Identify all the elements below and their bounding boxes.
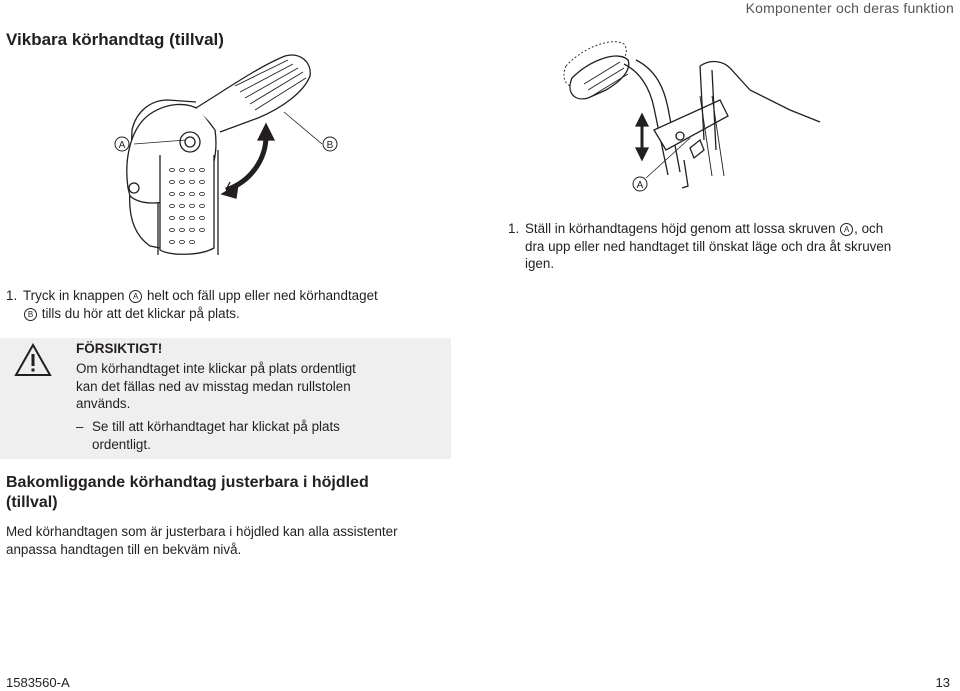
height-adjustable-handle-illustration — [564, 42, 820, 188]
step-number: 1. — [508, 221, 520, 236]
running-header: Komponenter och deras funktion — [745, 0, 954, 16]
subsection-paragraph — [6, 523, 456, 558]
step-text: Tryck in knappen — [23, 288, 125, 303]
caution-bullet — [76, 418, 416, 453]
foldable-handle-illustration — [127, 55, 322, 255]
subsection-title — [6, 473, 426, 513]
step-text: helt och fäll upp eller ned körhandtaget — [146, 288, 378, 303]
label-b-left — [323, 137, 337, 151]
section-title: Vikbara körhandtag (tillval) — [6, 30, 224, 49]
step-text: igen. — [525, 256, 555, 271]
label-a-left — [115, 137, 129, 151]
step-line-2 — [6, 305, 446, 323]
bullet-dash: – — [76, 419, 84, 434]
marker-a: A — [840, 223, 853, 236]
page-number: 13 — [935, 675, 950, 690]
caution-title: FÖRSIKTIGT! — [76, 341, 163, 356]
subsection-title-line: (tillval) — [6, 494, 58, 511]
bullet-text: Se till att körhandtaget har klickat på plats — [92, 419, 340, 434]
paragraph-line: anpassa handtagen till en bekväm nivå. — [6, 541, 242, 557]
bullet-text: ordentligt. — [92, 436, 151, 452]
paragraph-line: Med körhandtagen som är justerbara i höjdled kan alla assistenter — [6, 524, 398, 539]
subsection-title-line: Bakomliggande körhandtag justerbara i höjdled — [6, 474, 369, 491]
step-height-adjust — [508, 220, 948, 273]
document-number: 1583560-A — [6, 675, 70, 690]
step-fold-handle — [6, 287, 446, 322]
step-text: tills du hör att det klickar på plats. — [41, 305, 240, 321]
warning-triangle-icon — [14, 343, 52, 377]
svg-text:A: A — [118, 140, 126, 151]
svg-text:A: A — [636, 180, 644, 191]
caution-line: kan det fällas ned av misstag medan rullstolen — [76, 378, 351, 394]
marker-b: B — [24, 308, 37, 321]
caution-line: används. — [76, 396, 131, 411]
marker-a: A — [129, 290, 142, 303]
caution-text — [76, 360, 416, 413]
svg-text:B: B — [326, 140, 334, 151]
step-number: 1. — [6, 288, 18, 303]
label-a-right — [633, 177, 647, 191]
step-text: Ställ in körhandtagens höjd genom att lossa skruven — [525, 221, 836, 236]
step-text: dra upp eller ned handtaget till önskat läge och dra åt skruven — [525, 238, 892, 254]
caution-line: Om körhandtaget inte klickar på plats ordentligt — [76, 361, 356, 376]
step-text: , och — [854, 221, 884, 236]
